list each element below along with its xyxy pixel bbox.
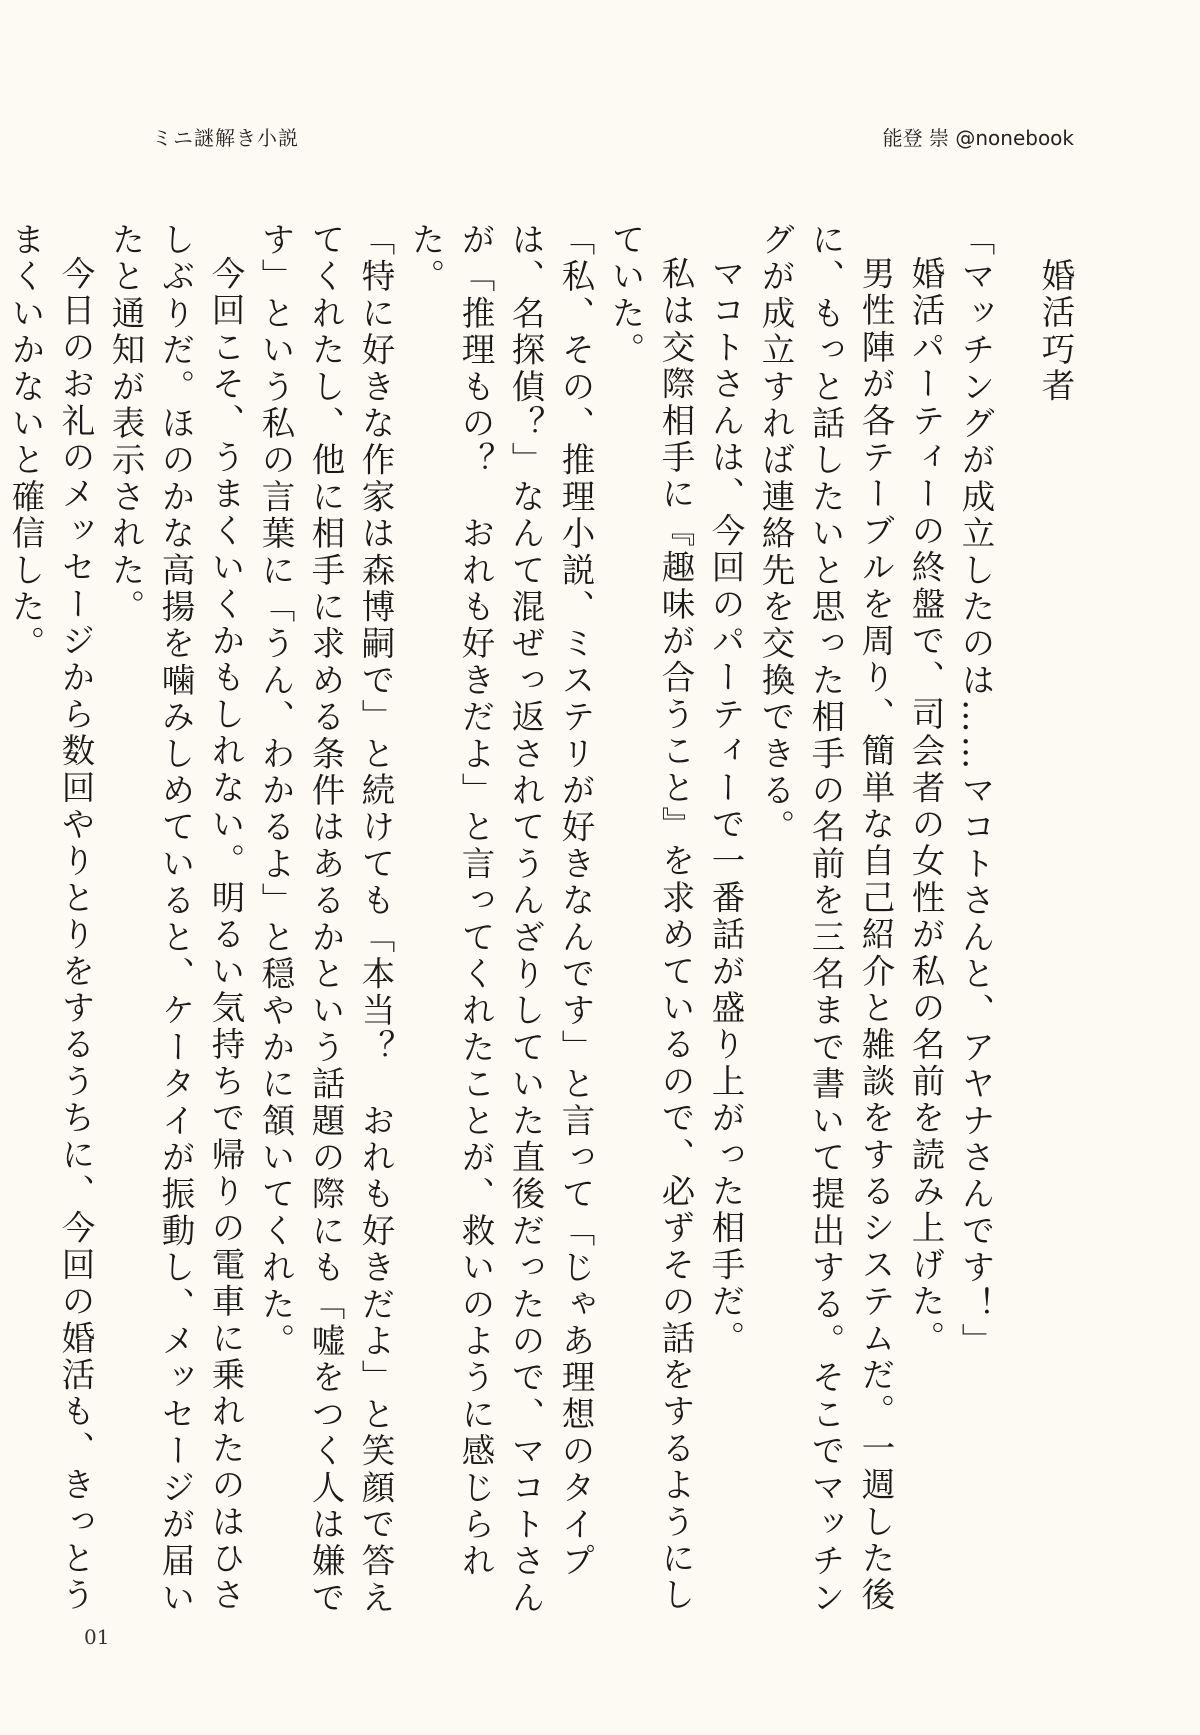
paragraph: 私は交際相手に『趣味が合うこと』を求めているので、必ずその話をするようにしていた。: [606, 222, 695, 1614]
paragraph: 婚活パーティーの終盤で、司会者の女性が私の名前を読み上げた。: [906, 255, 945, 1357]
paragraph: 「マッチングが成立したのは……マコトさんと、アヤナさんです！」: [956, 222, 995, 1360]
paragraph: 「特に好きな作家は森博嗣で」と続けても「本当？ おれも好きだよ」と笑顔で答えてくれたし、他に相手に求める条件はあるかという話題の際にも「嘘をつく人は嫌です」という私の言葉に「うん、わかるよ」と穏やかに頷いてくれた。: [256, 222, 395, 1617]
author-credit: 能登 崇 @nonebook: [882, 126, 1074, 150]
paragraph: マコトさんは、今回のパーティーで一番話が盛り上がった相手だ。: [706, 255, 745, 1357]
paragraph: 今日のお礼のメッセージから数回やりとりをするうちに、今回の婚活も、きっとうまくいかないと確信した。: [6, 222, 95, 1614]
paragraph: 男性陣が各テーブルを周り、簡単な自己紹介と雑談をするシステムだ。一週した後に、もっと話したいと思った相手の名前を三名まで書いて提出する。そこでマッチングが成立すれば連絡先を交換できる。: [756, 222, 895, 1617]
story-body: [6, 222, 1080, 1622]
paragraph: 「私、その、推理小説、ミステリが好きなんです」と言って「じゃあ理想のタイプは、名探偵？」なんて混ぜっ返されてうんざりしていた直後だったので、マコトさんが「推理もの？ おれも好きだよ」と言ってくれたことが、救いのように感じられた。: [406, 222, 595, 1617]
paragraph: 今回こそ、うまくいくかもしれない。明るい気持ちで帰りの電車に乗れたのはひさしぶりだ。ほのかな高揚を噛みしめていると、ケータイが振動し、メッセージが届いたと通知が表示された。: [106, 222, 245, 1617]
story-title: 婚活巧者: [1036, 258, 1075, 405]
series-title: ミニ謎解き小説: [152, 126, 299, 150]
page-number: 01: [84, 1625, 110, 1649]
